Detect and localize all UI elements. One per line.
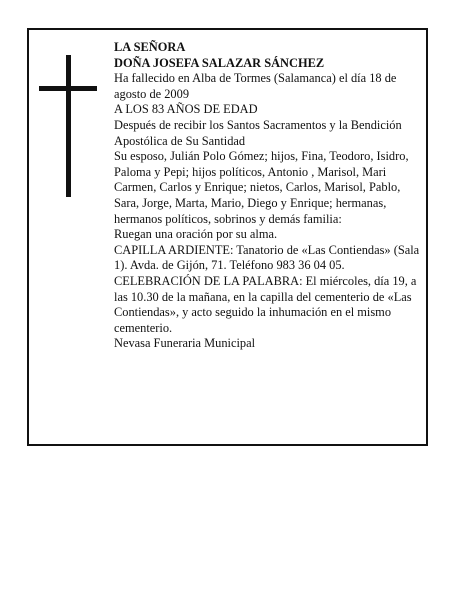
sacraments-line: Después de recibir los Santos Sacramentos y la Bendición Apostólica de Su Santidad [114,117,402,148]
obituary-frame [27,28,428,446]
age-line: A LOS 83 AÑOS DE EDAD [114,102,258,117]
cross-horizontal-bar [39,86,97,91]
cross-vertical-bar [66,55,71,197]
funeral-home: Nevasa Funeraria Municipal [114,336,256,351]
cross-icon [39,55,97,197]
obituary-text [114,40,422,352]
death-announcement: Ha fallecido en Alba de Tormes (Salamanca) el día 18 de agosto de 2009 [114,71,397,101]
notice-title: LA SEÑORA [114,40,186,54]
chapel-info: CAPILLA ARDIENTE: Tanatorio de «Las Contiendas» (Sala 1). Avda. de Gijón, 71. Teléfono 983 36 04 05. [114,242,420,273]
celebration-info: CELEBRACIÓN DE LA PALABRA: El miércoles, día 19, a las 10.30 de la mañana, en la capilla del cementerio de «Las Contiendas», y acto seguido la inhumación en el mismo cementerio. [114,273,417,335]
deceased-name: DOÑA JOSEFA SALAZAR SÁNCHEZ [114,55,325,70]
family-list: Su esposo, Julián Polo Gómez; hijos, Fina, Teodoro, Isidro, Paloma y Pepi; hijos políticos, Antonio , Marisol, Mari Carmen, Carlos y Enrique; nietos, Carlos, Marisol, Pablo, Sara, Jorge, Marta, Mario, Diego y Enrique; hermanas, hermanos políticos, sobrinos y demás familia: [114,149,409,226]
prayer-request: Ruegan una oración por su alma. [114,227,278,242]
